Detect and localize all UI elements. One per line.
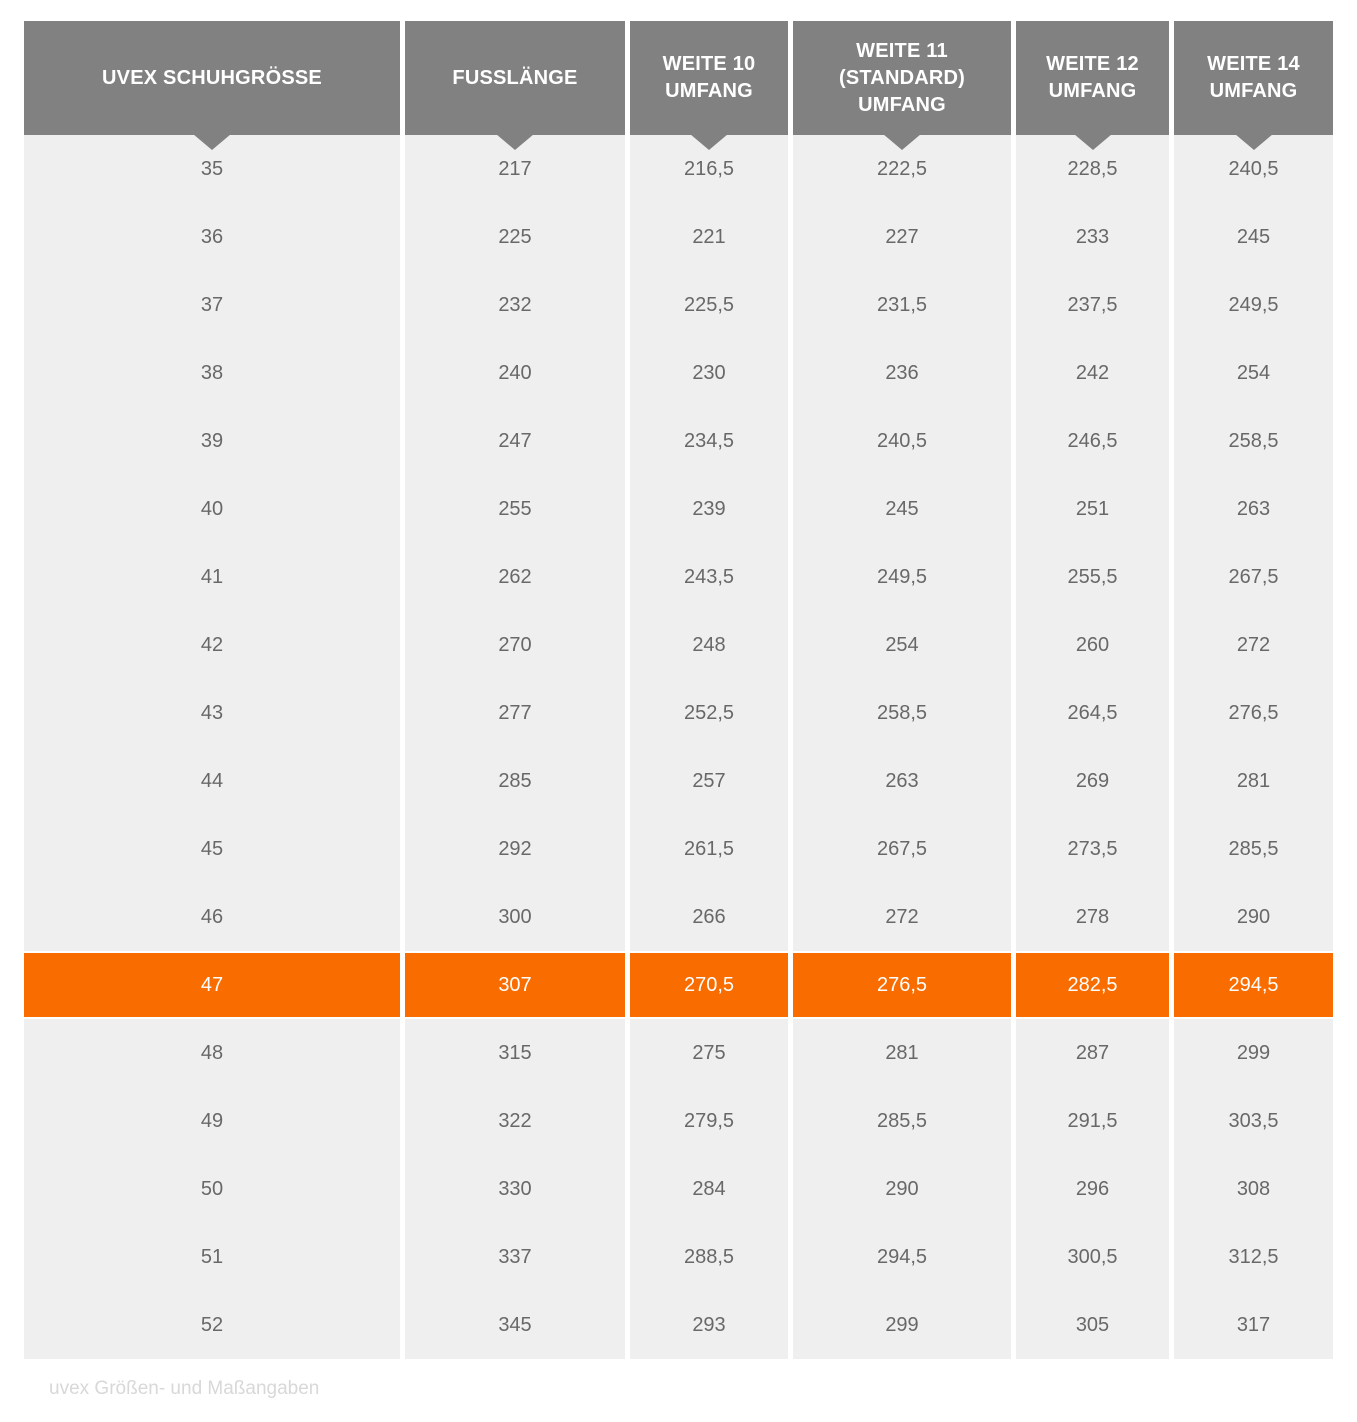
table-cell: 264,5 [1016,679,1169,747]
table-cell: 47 [24,951,400,1019]
table-row[interactable] [24,815,1333,883]
table-cell: 281 [793,1019,1011,1087]
table-cell: 290 [1174,883,1333,951]
table-cell: 291,5 [1016,1087,1169,1155]
table-cell: 345 [405,1291,625,1359]
table-cell: 285 [405,747,625,815]
table-row[interactable] [24,1155,1333,1223]
table-cell: 246,5 [1016,407,1169,475]
table-cell: 46 [24,883,400,951]
column-header-label: WEITE 11 [856,39,948,62]
table-cell: 270 [405,611,625,679]
table-cell: 276,5 [793,951,1011,1019]
table-cell: 237,5 [1016,271,1169,339]
table-cell: 239 [630,475,788,543]
table-cell: 330 [405,1155,625,1223]
table-cell: 322 [405,1087,625,1155]
pointer-down-icon [883,134,921,150]
table-cell: 222,5 [793,135,1011,203]
table-cell: 281 [1174,747,1333,815]
table-cell: 299 [793,1291,1011,1359]
column-header-label: UMFANG [1209,80,1298,102]
table-cell: 257 [630,747,788,815]
table-row[interactable] [24,203,1333,271]
column-header-weite-10-umfang [630,21,788,135]
table-row-highlighted[interactable] [24,951,1333,1019]
table-cell: 44 [24,747,400,815]
column-header-label: (STANDARD) [838,66,966,89]
table-cell: 249,5 [793,543,1011,611]
table-cell: 252,5 [630,679,788,747]
table-cell: 303,5 [1174,1087,1333,1155]
column-header-label: UMFANG [858,93,946,116]
table-cell: 263 [1174,475,1333,543]
table-row[interactable] [24,407,1333,475]
table-cell: 315 [405,1019,625,1087]
table-cell: 278 [1016,883,1169,951]
table-cell: 285,5 [793,1087,1011,1155]
table-cell: 290 [793,1155,1011,1223]
table-cell: 288,5 [630,1223,788,1291]
table-cell: 39 [24,407,400,475]
table-cell: 276,5 [1174,679,1333,747]
table-cell: 285,5 [1174,815,1333,883]
table-cell: 279,5 [630,1087,788,1155]
column-header-uvex-schuhgroesse [24,21,400,135]
table-row[interactable] [24,611,1333,679]
table-cell: 242 [1016,339,1169,407]
table-cell: 233 [1016,203,1169,271]
pointer-down-icon [1074,134,1112,150]
table-cell: 247 [405,407,625,475]
table-row[interactable] [24,747,1333,815]
table-row[interactable] [24,883,1333,951]
table-cell: 36 [24,203,400,271]
table-cell: 249,5 [1174,271,1333,339]
column-header-label: WEITE 12 [1046,53,1139,75]
table-cell: 245 [793,475,1011,543]
table-cell: 38 [24,339,400,407]
table-cell: 231,5 [793,271,1011,339]
table-cell: 270,5 [630,951,788,1019]
table-cell: 275 [630,1019,788,1087]
table-cell: 260 [1016,611,1169,679]
table-cell: 234,5 [630,407,788,475]
table-cell: 216,5 [630,135,788,203]
table-cell: 228,5 [1016,135,1169,203]
table-cell: 305 [1016,1291,1169,1359]
pointer-down-icon [1235,134,1273,150]
table-cell: 255 [405,475,625,543]
table-cell: 254 [793,611,1011,679]
table-cell: 52 [24,1291,400,1359]
table-row[interactable] [24,543,1333,611]
table-cell: 296 [1016,1155,1169,1223]
table-cell: 217 [405,135,625,203]
table-row[interactable] [24,1291,1333,1359]
pointer-down-icon [193,134,231,150]
table-cell: 240 [405,339,625,407]
table-cell: 41 [24,543,400,611]
table-cell: 254 [1174,339,1333,407]
table-cell: 317 [1174,1291,1333,1359]
table-row[interactable] [24,271,1333,339]
table-cell: 35 [24,135,400,203]
pointer-down-icon [690,134,728,150]
table-cell: 300 [405,883,625,951]
table-row[interactable] [24,475,1333,543]
table-cell: 240,5 [793,407,1011,475]
table-row[interactable] [24,1087,1333,1155]
table-cell: 307 [405,951,625,1019]
column-header-label: UMFANG [1048,80,1137,102]
table-cell: 272 [1174,611,1333,679]
table-cell: 312,5 [1174,1223,1333,1291]
table-cell: 240,5 [1174,135,1333,203]
table-cell: 287 [1016,1019,1169,1087]
table-cell: 232 [405,271,625,339]
table-cell: 45 [24,815,400,883]
table-cell: 248 [630,611,788,679]
table-cell: 300,5 [1016,1223,1169,1291]
column-header-label: WEITE 10 [662,53,756,75]
table-cell: 50 [24,1155,400,1223]
table-cell: 266 [630,883,788,951]
table-cell: 258,5 [793,679,1011,747]
table-caption: uvex Größen- und Maßangaben [49,1378,320,1399]
column-header-weite-12-umfang [1016,21,1169,135]
table-cell: 251 [1016,475,1169,543]
table-cell: 272 [793,883,1011,951]
table-cell: 277 [405,679,625,747]
table-cell: 40 [24,475,400,543]
table-row[interactable] [24,1223,1333,1291]
table-cell: 263 [793,747,1011,815]
table-cell: 294,5 [1174,951,1333,1019]
table-cell: 292 [405,815,625,883]
table-body [24,135,1333,1359]
table-cell: 262 [405,543,625,611]
column-header-label: FUSSLÄNGE [452,66,578,89]
table-cell: 225,5 [630,271,788,339]
table-cell: 37 [24,271,400,339]
table-cell: 243,5 [630,543,788,611]
column-header-weite-14-umfang [1174,21,1333,135]
table-cell: 48 [24,1019,400,1087]
column-header-label: UMFANG [665,80,753,102]
table-row[interactable] [24,1019,1333,1087]
table-row[interactable] [24,679,1333,747]
table-cell: 221 [630,203,788,271]
table-cell: 269 [1016,747,1169,815]
header-row [24,21,1333,135]
table-cell: 42 [24,611,400,679]
table-cell: 49 [24,1087,400,1155]
table-cell: 273,5 [1016,815,1169,883]
table-cell: 258,5 [1174,407,1333,475]
table-cell: 245 [1174,203,1333,271]
table-cell: 225 [405,203,625,271]
column-header-label: WEITE 14 [1207,53,1300,75]
table-cell: 51 [24,1223,400,1291]
pointer-down-icon [496,134,534,150]
table-cell: 267,5 [793,815,1011,883]
table-cell: 227 [793,203,1011,271]
table-cell: 299 [1174,1019,1333,1087]
table-cell: 236 [793,339,1011,407]
table-cell: 284 [630,1155,788,1223]
table-cell: 308 [1174,1155,1333,1223]
table-cell: 267,5 [1174,543,1333,611]
table-cell: 282,5 [1016,951,1169,1019]
table-cell: 255,5 [1016,543,1169,611]
table-cell: 294,5 [793,1223,1011,1291]
table-cell: 261,5 [630,815,788,883]
column-header-label: UVEX SCHUHGRÖSSE [102,66,322,89]
table-row[interactable] [24,339,1333,407]
table-cell: 43 [24,679,400,747]
column-header-fusslaenge [405,21,625,135]
table-cell: 293 [630,1291,788,1359]
table-cell: 337 [405,1223,625,1291]
column-header-weite-11-standard-umfang [793,21,1011,135]
table-cell: 230 [630,339,788,407]
